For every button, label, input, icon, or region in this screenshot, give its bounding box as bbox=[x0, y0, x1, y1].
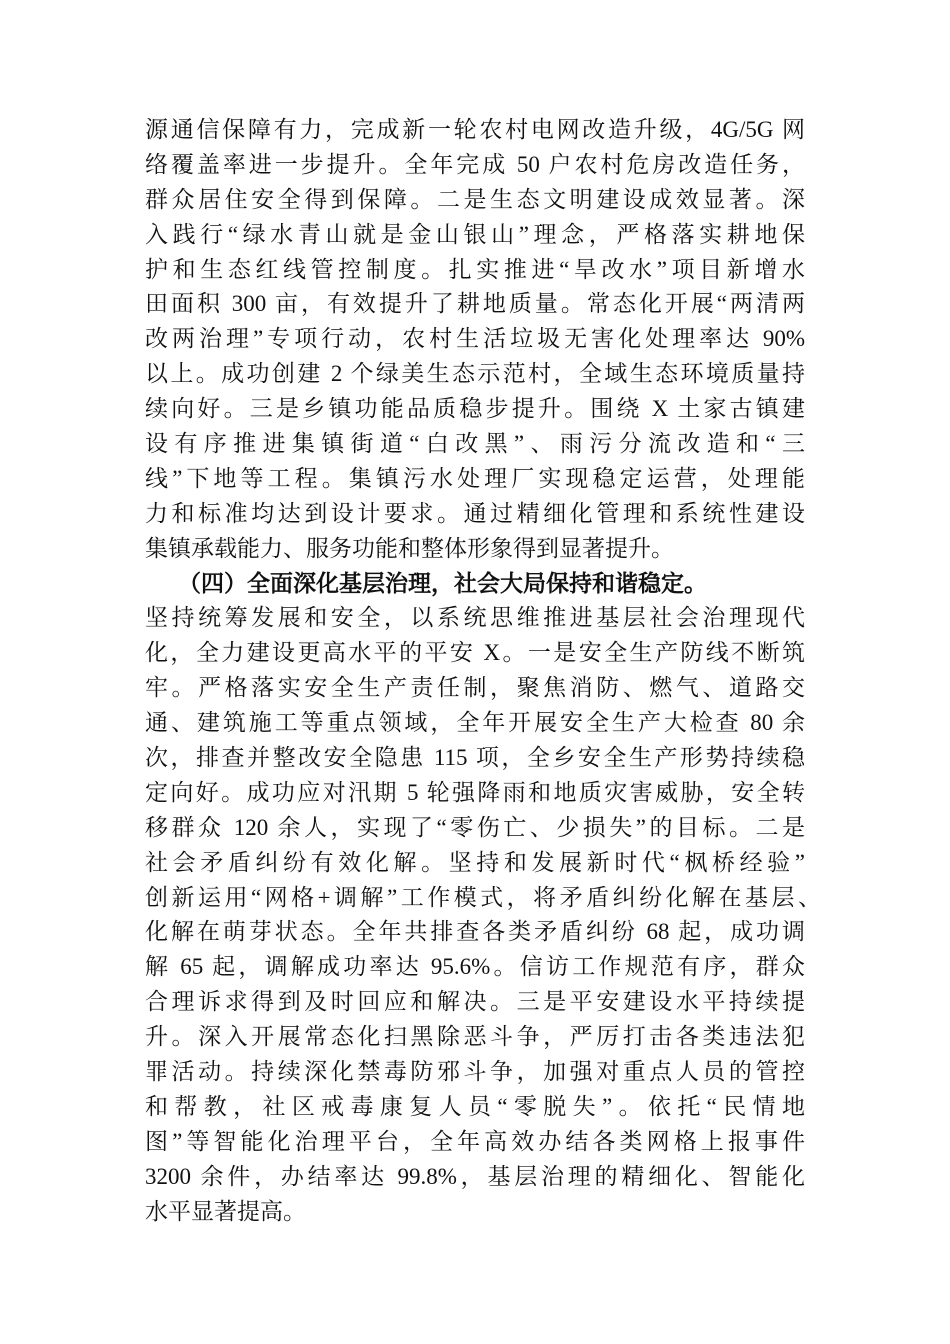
text-line: 力和标准均达到设计要求。通过精细化管理和系统性建设 bbox=[145, 500, 805, 526]
text-line: 设有序推进集镇街道“白改黑”、雨污分流改造和“三 bbox=[145, 431, 805, 457]
text-line: 定向好。成功应对汛期 5 轮强降雨和地质灾害威胁，安全转 bbox=[145, 779, 805, 805]
text-line: 坚持统筹发展和安全，以系统思维推进基层社会治理现代 bbox=[145, 605, 805, 631]
text-line: 入践行“绿水青山就是金山银山”理念，严格落实耕地保 bbox=[145, 221, 805, 247]
text-line: 水平显著提高。 bbox=[145, 1198, 306, 1224]
document-page bbox=[145, 113, 821, 1230]
text-line: 化解在萌芽状态。全年共排查各类矛盾纠纷 68 起，成功调 bbox=[145, 919, 805, 945]
text-line: 群众居住安全得到保障。二是生态文明建设成效显著。深 bbox=[145, 186, 805, 212]
text-line: 图”等智能化治理平台，全年高效办结各类网格上报事件 bbox=[145, 1128, 805, 1154]
text-line: 解 65 起，调解成功率达 95.6%。信访工作规范有序，群众 bbox=[145, 954, 805, 980]
text-line: 次，排查并整改安全隐患 115 项，全乡安全生产形势持续稳 bbox=[145, 745, 805, 771]
text-line: 罪活动。持续深化禁毒防邪斗争，加强对重点人员的管控 bbox=[145, 1059, 805, 1085]
text-line: 合理诉求得到及时回应和解决。三是平安建设水平持续提 bbox=[145, 989, 805, 1015]
text-line: 田面积 300 亩，有效提升了耕地质量。常态化开展“两清两 bbox=[145, 291, 805, 317]
text-line: 源通信保障有力，完成新一轮农村电网改造升级，4G/5G 网 bbox=[145, 117, 805, 142]
text-line: 3200 余件，办结率达 99.8%，基层治理的精细化、智能化 bbox=[145, 1163, 805, 1189]
text-line: 线”下地等工程。集镇污水处理厂实现稳定运营，处理能 bbox=[145, 465, 805, 491]
text-line: 通、建筑施工等重点领域，全年开展安全生产大检查 80 余 bbox=[145, 710, 805, 736]
text-line: 络覆盖率进一步提升。全年完成 50 户农村危房改造任务， bbox=[145, 151, 805, 177]
text-line: 以上。成功创建 2 个绿美生态示范村，全域生态环境质量持 bbox=[145, 361, 805, 387]
text-line: 移群众 120 余人，实现了“零伤亡、少损失”的目标。二是 bbox=[145, 814, 805, 840]
section-heading: （四）全面深化基层治理，社会大局保持和谐稳定。 bbox=[178, 570, 707, 596]
text-line: 和帮教，社区戒毒康复人员“零脱失”。依托“民情地 bbox=[145, 1093, 805, 1119]
text-line: 升。深入开展常态化扫黑除恶斗争，严厉打击各类违法犯 bbox=[145, 1024, 805, 1050]
text-line: 牢。严格落实安全生产责任制，聚焦消防、燃气、道路交 bbox=[145, 675, 805, 701]
text-line: 护和生态红线管控制度。扎实推进“旱改水”项目新增水 bbox=[145, 256, 805, 282]
text-line: 社会矛盾纠纷有效化解。坚持和发展新时代“枫桥经验” bbox=[145, 849, 805, 875]
text-line: 化，全力建设更高水平的平安 X。一是安全生产防线不断筑 bbox=[145, 640, 805, 666]
text-line: 改两治理”专项行动，农村生活垃圾无害化处理率达 90% bbox=[145, 326, 805, 352]
text-line: 创新运用“网格+调解”工作模式，将矛盾纠纷化解在基层、 bbox=[145, 884, 821, 910]
text-line: 续向好。三是乡镇功能品质稳步提升。围绕 X 土家古镇建 bbox=[145, 396, 805, 422]
text-line: 集镇承载能力、服务功能和整体形象得到显著提升。 bbox=[145, 535, 674, 561]
